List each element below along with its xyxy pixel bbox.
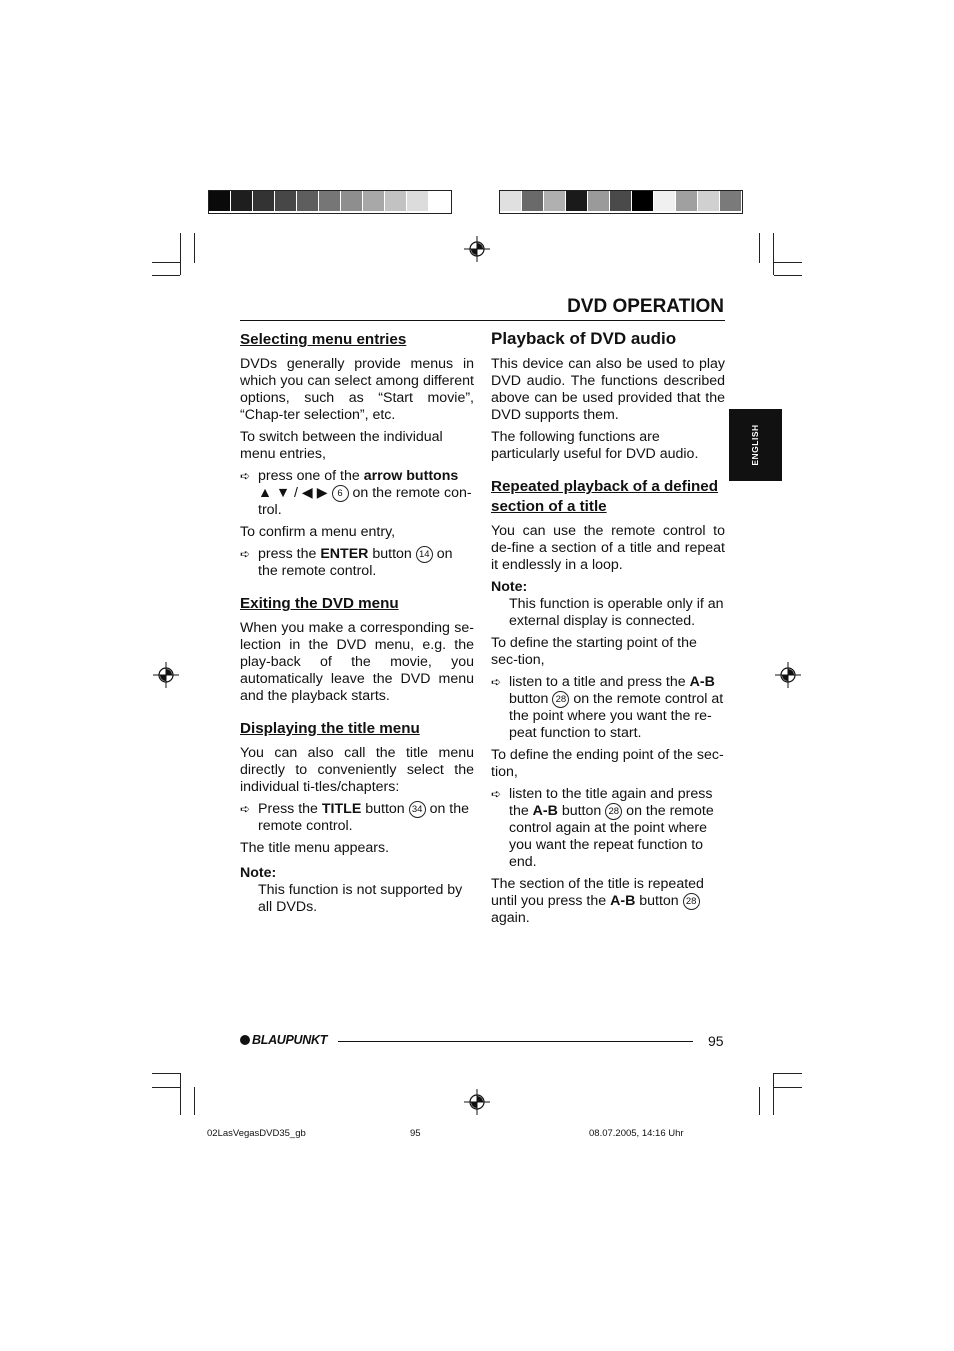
language-tab: [729, 409, 782, 481]
repeat-final-text: The section of the title is repeated until you press the A-B button 28 again.: [491, 876, 704, 926]
registration-mark-bottom-icon: [464, 1089, 490, 1115]
button-number-badge: 6: [332, 485, 349, 502]
color-bar-right: [499, 190, 743, 214]
color-swatch: [297, 191, 319, 211]
heading-repeated-playback: Repeated playback of a defined section of a title: [491, 478, 719, 515]
footer-rule: [338, 1041, 693, 1042]
color-swatch: [698, 191, 720, 211]
heading-exiting-dvd-menu: Exiting the DVD menu: [240, 595, 399, 612]
playback-text-1: This device can also be used to play DVD audio. The functions described above can be used provided that the DVD supports them.: [491, 356, 725, 423]
exiting-text: When you make a corresponding se-lection in the DVD menu, e.g. the play-back of the movie, you automatically leave the DVD menu and the playback starts.: [240, 620, 474, 704]
note-text: This function is operable only if an external display is connected.: [509, 596, 724, 629]
title-menu-appears: The title menu appears.: [240, 840, 390, 856]
button-number-badge: 34: [409, 801, 426, 818]
brand-dot-icon: [240, 1035, 250, 1045]
heading-selecting-menu-entries: Selecting menu entries: [240, 331, 407, 348]
color-swatch: [231, 191, 253, 211]
print-page: 95: [410, 1128, 421, 1139]
bullet-arrow-icon: ➪: [491, 787, 502, 801]
confirm-text: To confirm a menu entry,: [240, 524, 396, 540]
color-swatch: [522, 191, 544, 211]
color-swatch: [720, 191, 742, 211]
bullet-arrow-icon: ➪: [240, 802, 251, 816]
color-swatch: [654, 191, 676, 211]
color-swatch: [407, 191, 429, 211]
color-swatch: [275, 191, 297, 211]
start-point-text: To define the starting point of the sec-tion,: [491, 635, 697, 668]
color-swatch: [209, 191, 231, 211]
color-swatch: [566, 191, 588, 211]
color-swatch: [676, 191, 698, 211]
print-date: 08.07.2005, 14:16 Uhr: [589, 1128, 684, 1139]
bullet-arrow-icon: ➪: [240, 547, 251, 561]
language-tab-label: ENGLISH: [750, 424, 760, 466]
selecting-intro: DVDs generally provide menus in which you can select among different options, such as “Start movie”, “Chap-ter selection”, etc.: [240, 356, 474, 423]
page-title: DVD OPERATION: [567, 296, 724, 317]
registration-mark-top-icon: [464, 236, 490, 262]
title-rule: [240, 320, 725, 321]
bullet-arrow-icon: ➪: [491, 675, 502, 689]
color-swatch: [319, 191, 341, 211]
title-menu-text: You can also call the title menu directly to conveniently select the individual ti-tles/chapters:: [240, 745, 474, 795]
note-text: This function is not supported by all DVDs.: [258, 882, 463, 915]
color-swatch: [429, 191, 451, 211]
color-swatch: [632, 191, 654, 211]
bullet-enter-button: ➪ press the ENTER button 14 on the remote control.: [240, 546, 453, 579]
right-column: [491, 328, 725, 932]
page-number: 95: [708, 1033, 724, 1049]
registration-mark-left-icon: [153, 662, 179, 688]
button-number-badge: 28: [683, 893, 700, 910]
switch-text: To switch between the individual menu entries,: [240, 429, 443, 462]
color-swatch: [363, 191, 385, 211]
color-swatch: [253, 191, 275, 211]
button-number-badge: 14: [416, 546, 433, 563]
color-bar-left: [208, 190, 452, 214]
bullet-ab-start: ➪ listen to a title and press the A-B button 28 on the remote control at the point where you want the re-peat function to start.: [491, 674, 724, 741]
left-column: [240, 330, 474, 921]
color-swatch: [341, 191, 363, 211]
color-swatch: [385, 191, 407, 211]
bullet-arrow-icon: ➪: [240, 469, 251, 483]
print-file-name: 02LasVegasDVD35_gb: [207, 1128, 306, 1139]
repeat-intro: You can use the remote control to de-fine a section of a title and repeat it endlessly in a loop.: [491, 523, 725, 573]
arrow-glyphs: ▲ ▼ / ◀ ▶: [258, 485, 328, 501]
color-swatch: [588, 191, 610, 211]
registration-mark-right-icon: [775, 662, 801, 688]
end-point-text: To define the ending point of the sec-tion,: [491, 747, 724, 780]
heading-playback-dvd-audio: Playback of DVD audio: [491, 329, 677, 348]
color-swatch: [610, 191, 632, 211]
bullet-ab-end: ➪ listen to the title again and press the A-B button 28 on the remote control again at the point where you want the repeat function to end.: [491, 786, 714, 870]
color-swatch: [544, 191, 566, 211]
color-swatch: [500, 191, 522, 211]
note-label: Note:: [240, 865, 277, 881]
bullet-title-button: ➪ Press the TITLE button 34 on the remote control.: [240, 801, 470, 834]
bullet-arrow-buttons: ➪ press one of the arrow buttons ▲ ▼ / ◀ ▶ 6 on the remote con-trol.: [240, 468, 472, 518]
playback-text-2: The following functions are particularly useful for DVD audio.: [491, 429, 699, 462]
note-label: Note:: [491, 579, 528, 595]
brand-logo: BLAUPUNKT: [240, 1033, 327, 1047]
button-number-badge: 28: [552, 691, 569, 708]
button-number-badge: 28: [605, 803, 622, 820]
heading-displaying-title-menu: Displaying the title menu: [240, 720, 420, 737]
